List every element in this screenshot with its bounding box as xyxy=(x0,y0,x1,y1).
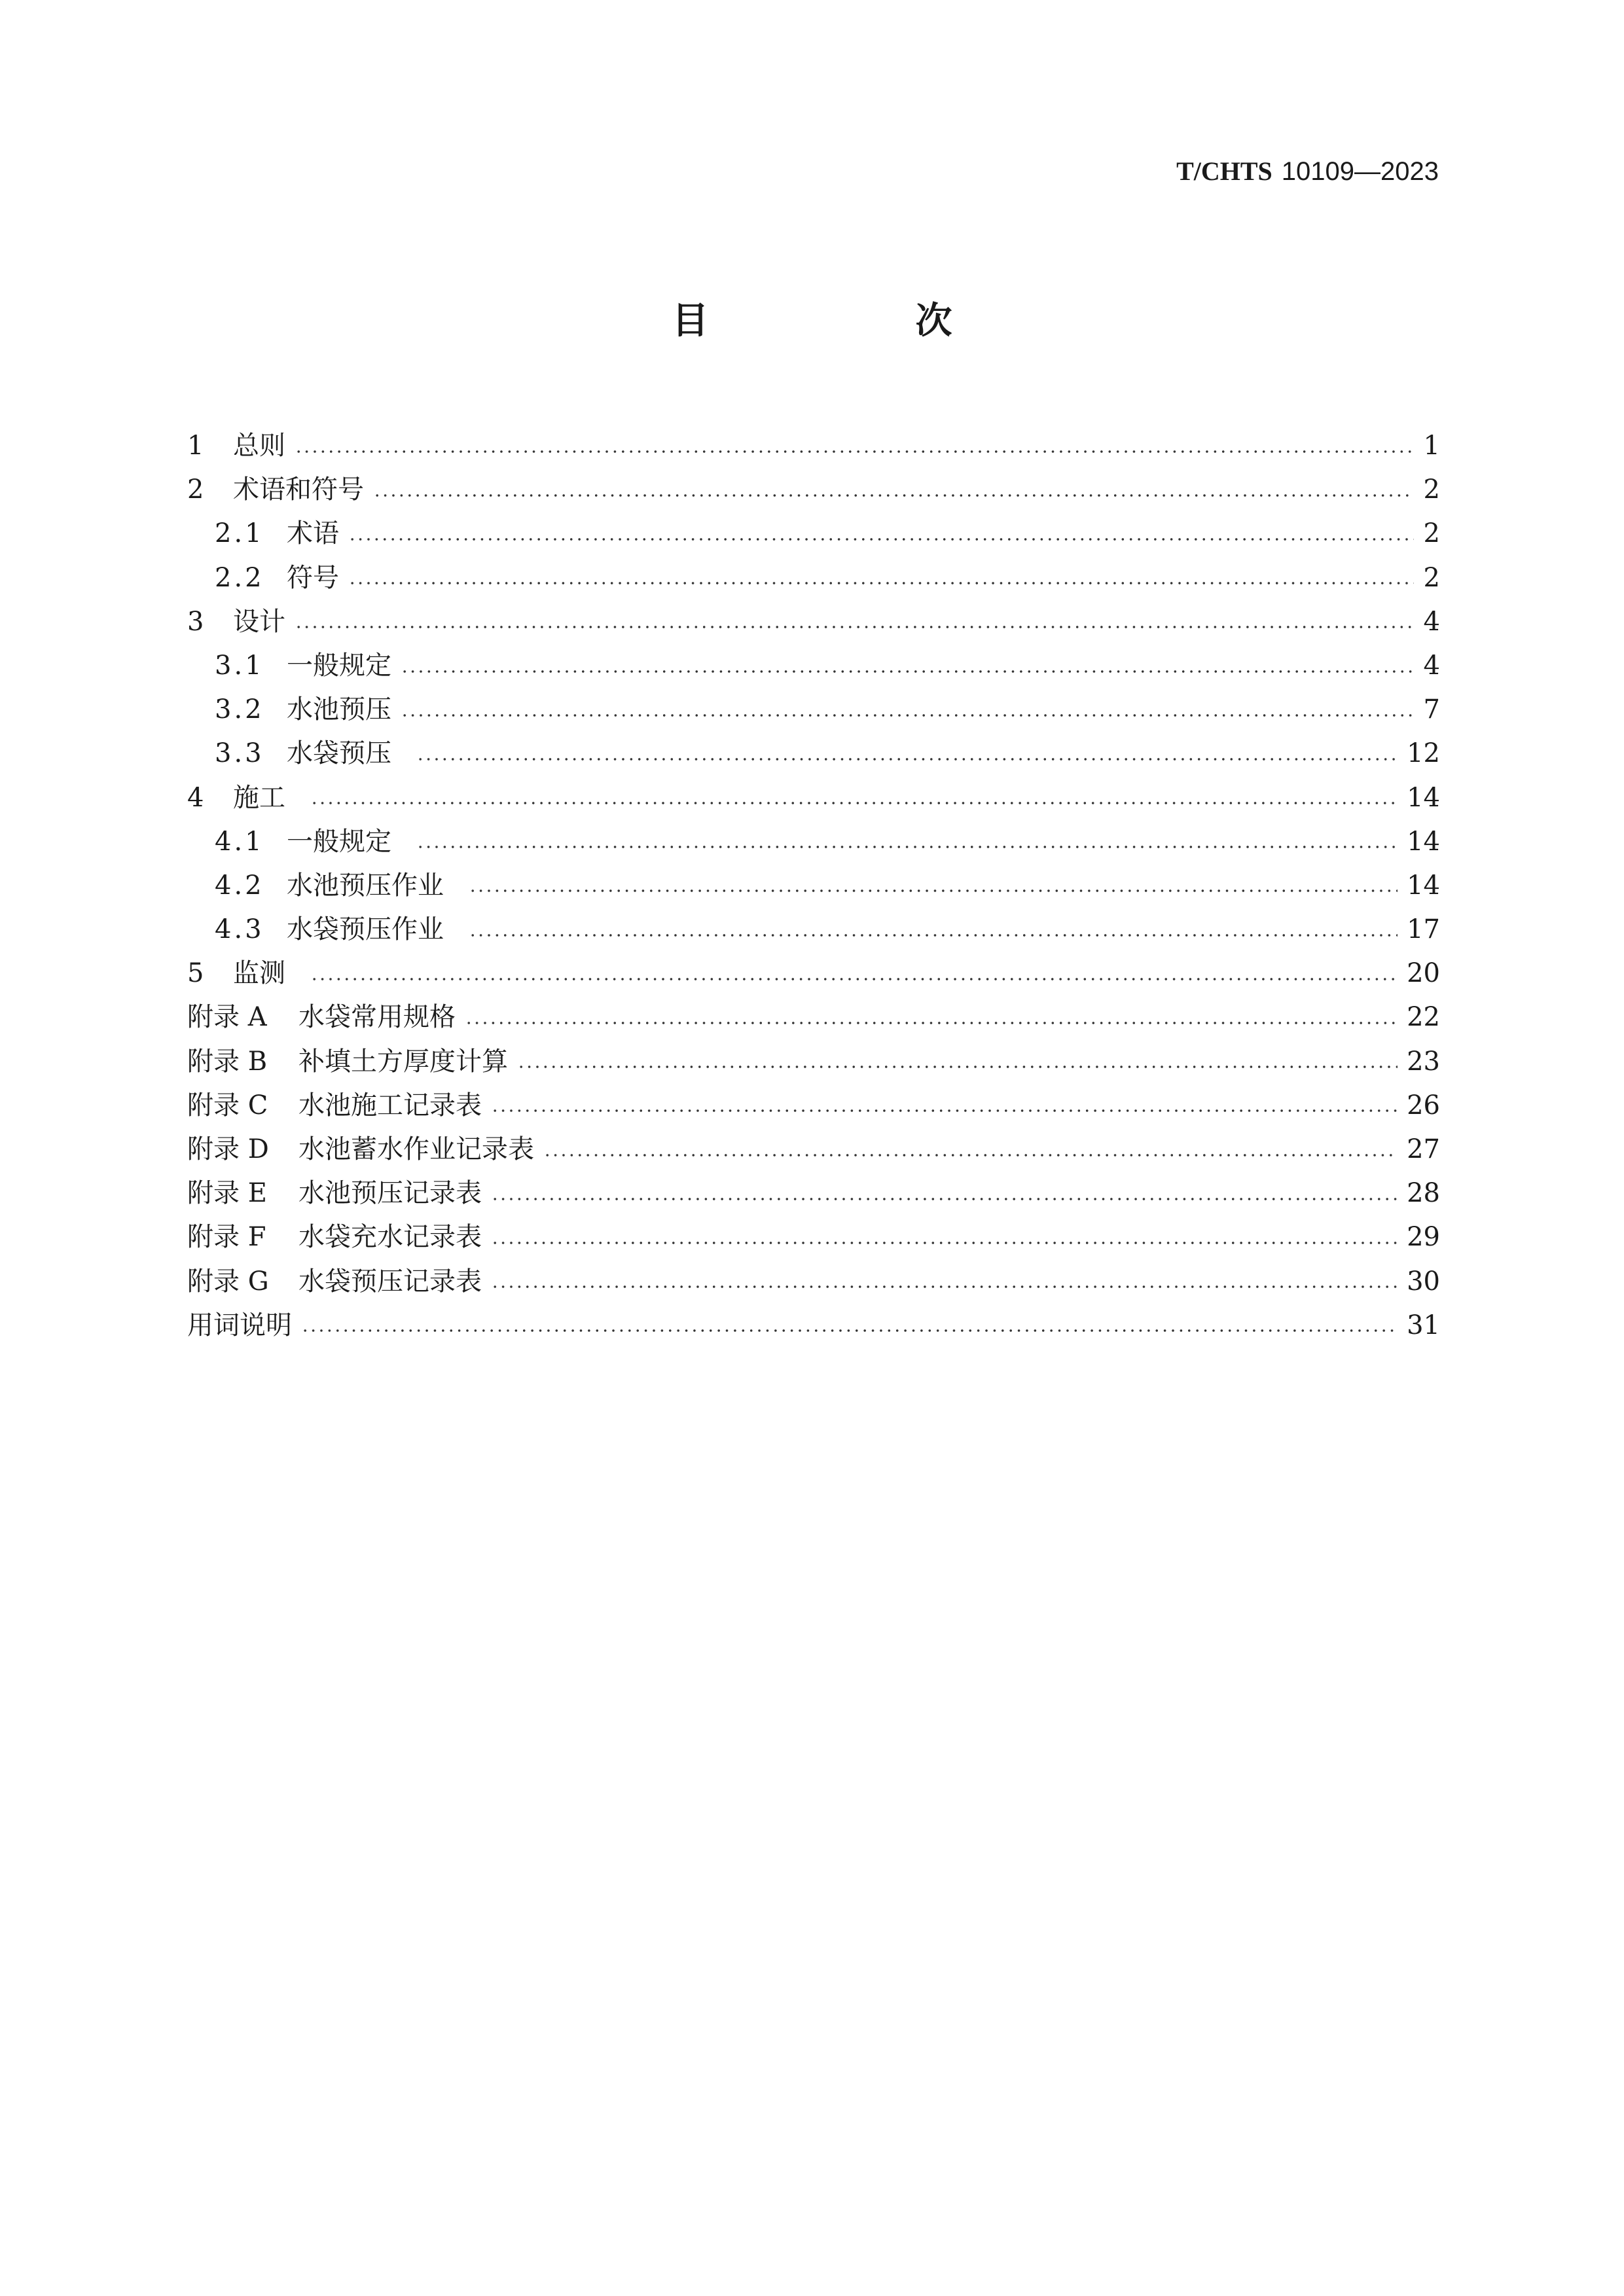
toc-leader-dots xyxy=(469,934,1398,937)
toc-entry-label: 水池预压 xyxy=(287,694,391,725)
toc-entry-label: 水池预压记录表 xyxy=(298,1178,482,1209)
toc-entry-label: 水袋充水记录表 xyxy=(298,1222,482,1253)
toc-entry-page: 20 xyxy=(1407,958,1440,989)
toc-entry-label: 水池预压作业 xyxy=(287,870,444,901)
toc-entry-page: 2 xyxy=(1423,562,1440,593)
toc-entry-page: 27 xyxy=(1407,1134,1440,1164)
toc-entry-page: 14 xyxy=(1407,782,1440,813)
toc-entry-page: 26 xyxy=(1407,1090,1440,1121)
toc-entry-number: 附录 G xyxy=(187,1266,269,1297)
toc-entry[interactable] xyxy=(187,1128,1440,1172)
toc-leader-dots xyxy=(348,582,1414,584)
toc-entry[interactable] xyxy=(187,732,1440,776)
toc-entry[interactable] xyxy=(187,776,1440,820)
toc-entry-page: 4 xyxy=(1423,606,1440,637)
toc-entry-label: 术语 xyxy=(287,518,339,549)
toc-entry[interactable] xyxy=(187,864,1440,908)
toc-entry-number: 4.1 xyxy=(215,826,264,857)
toc-title: 目 次 xyxy=(672,300,1038,342)
toc-entry-label: 补填土方厚度计算 xyxy=(298,1046,508,1077)
toc-leader-dots xyxy=(348,538,1414,541)
document-code-prefix: T/CHTS xyxy=(1176,156,1272,186)
toc-entry-label: 监测 xyxy=(233,958,285,989)
toc-entry[interactable] xyxy=(187,908,1440,952)
toc-leader-dots xyxy=(373,494,1414,497)
toc-entry-number: 2 xyxy=(187,475,204,505)
toc-entry-label: 总则 xyxy=(233,431,285,461)
toc-leader-dots xyxy=(543,1154,1398,1157)
toc-entry-page: 4 xyxy=(1423,650,1440,681)
toc-entry-number: 4 xyxy=(187,782,204,813)
toc-entry-label: 设计 xyxy=(233,606,285,637)
toc-leader-dots xyxy=(310,802,1398,804)
toc-entry-page: 2 xyxy=(1423,518,1440,549)
toc-entry-number: 附录 F xyxy=(187,1222,266,1253)
toc-entry-number: 4.2 xyxy=(215,870,264,901)
toc-entry-page: 29 xyxy=(1407,1222,1440,1253)
toc-entry[interactable] xyxy=(187,1260,1440,1304)
toc-leader-dots xyxy=(491,1198,1398,1200)
toc-leader-dots xyxy=(401,714,1414,717)
toc-entry-page: 12 xyxy=(1407,738,1440,769)
toc-entry-label: 水袋常用规格 xyxy=(298,1002,456,1033)
toc-entry-number: 3.2 xyxy=(215,694,264,725)
toc-entry-page: 17 xyxy=(1407,914,1440,945)
toc-leader-dots xyxy=(491,1109,1398,1112)
toc-leader-dots xyxy=(310,978,1398,980)
toc-entry-label: 一般规定 xyxy=(287,650,391,681)
toc-entry-number: 附录 D xyxy=(187,1134,269,1164)
toc-entry-label: 水袋预压作业 xyxy=(287,914,444,945)
toc-entry-label: 水池蓄水作业记录表 xyxy=(298,1134,534,1164)
toc-entry[interactable] xyxy=(187,952,1440,996)
toc-entry-page: 1 xyxy=(1423,431,1440,461)
toc-entry-page: 30 xyxy=(1407,1266,1440,1297)
toc-entry[interactable] xyxy=(187,468,1440,512)
toc-entry[interactable] xyxy=(187,1172,1440,1215)
toc-leader-dots xyxy=(301,1329,1398,1332)
toc-entry-label: 术语和符号 xyxy=(233,475,364,505)
toc-leader-dots xyxy=(469,889,1398,892)
toc-entry-number: 3 xyxy=(187,606,204,637)
toc-entry[interactable] xyxy=(187,820,1440,864)
toc-entry-number: 1 xyxy=(187,431,204,461)
toc-entry-page: 31 xyxy=(1407,1310,1440,1340)
toc-leader-dots xyxy=(295,626,1414,628)
toc-entry-page: 23 xyxy=(1407,1046,1440,1077)
toc-entry[interactable] xyxy=(187,1084,1440,1128)
toc-entry-number: 附录 A xyxy=(187,1002,267,1033)
toc-entry-number: 3.1 xyxy=(215,650,264,681)
document-code xyxy=(1176,156,1439,187)
toc-entry[interactable] xyxy=(187,424,1440,468)
toc-entry[interactable] xyxy=(187,600,1440,644)
toc-entry[interactable] xyxy=(187,996,1440,1039)
toc-leader-dots xyxy=(416,846,1398,848)
toc-entry[interactable] xyxy=(187,1304,1440,1348)
toc-leader-dots xyxy=(465,1022,1398,1024)
toc-entry-page: 14 xyxy=(1407,826,1440,857)
toc-entry-label: 一般规定 xyxy=(287,826,391,857)
toc-entry-label: 符号 xyxy=(287,562,339,593)
table-of-contents xyxy=(187,424,1440,1348)
toc-entry-number: 附录 E xyxy=(187,1178,267,1209)
toc-leader-dots xyxy=(295,450,1414,453)
toc-entry-number: 3.3 xyxy=(215,738,264,769)
toc-entry-label: 水袋预压 xyxy=(287,738,391,769)
toc-entry-label: 水袋预压记录表 xyxy=(298,1266,482,1297)
toc-leader-dots xyxy=(491,1242,1398,1244)
toc-entry[interactable] xyxy=(187,688,1440,732)
toc-entry-page: 22 xyxy=(1407,1002,1440,1033)
document-code-number: 10109—2023 xyxy=(1281,157,1439,186)
toc-leader-dots xyxy=(517,1066,1398,1068)
toc-entry-number: 5 xyxy=(187,958,204,989)
toc-entry-page: 14 xyxy=(1407,870,1440,901)
toc-entry[interactable] xyxy=(187,512,1440,556)
toc-entry[interactable] xyxy=(187,644,1440,688)
toc-entry-number: 附录 C xyxy=(187,1090,268,1121)
toc-entry[interactable] xyxy=(187,1215,1440,1259)
toc-leader-dots xyxy=(416,758,1398,761)
toc-leader-dots xyxy=(401,670,1414,673)
toc-entry-label: 水池施工记录表 xyxy=(298,1090,482,1121)
toc-entry-number: 4.3 xyxy=(215,914,264,945)
toc-entry[interactable] xyxy=(187,556,1440,600)
toc-leader-dots xyxy=(491,1285,1398,1288)
toc-entry-label: 用词说明 xyxy=(187,1310,292,1340)
toc-entry-page: 7 xyxy=(1423,694,1440,725)
toc-entry-number: 2.2 xyxy=(215,562,264,593)
toc-entry-page: 28 xyxy=(1407,1178,1440,1209)
toc-entry-number: 附录 B xyxy=(187,1046,268,1077)
toc-entry-number: 2.1 xyxy=(215,518,264,549)
toc-entry-label: 施工 xyxy=(233,782,285,813)
toc-entry[interactable] xyxy=(187,1040,1440,1084)
toc-entry-page: 2 xyxy=(1423,475,1440,505)
